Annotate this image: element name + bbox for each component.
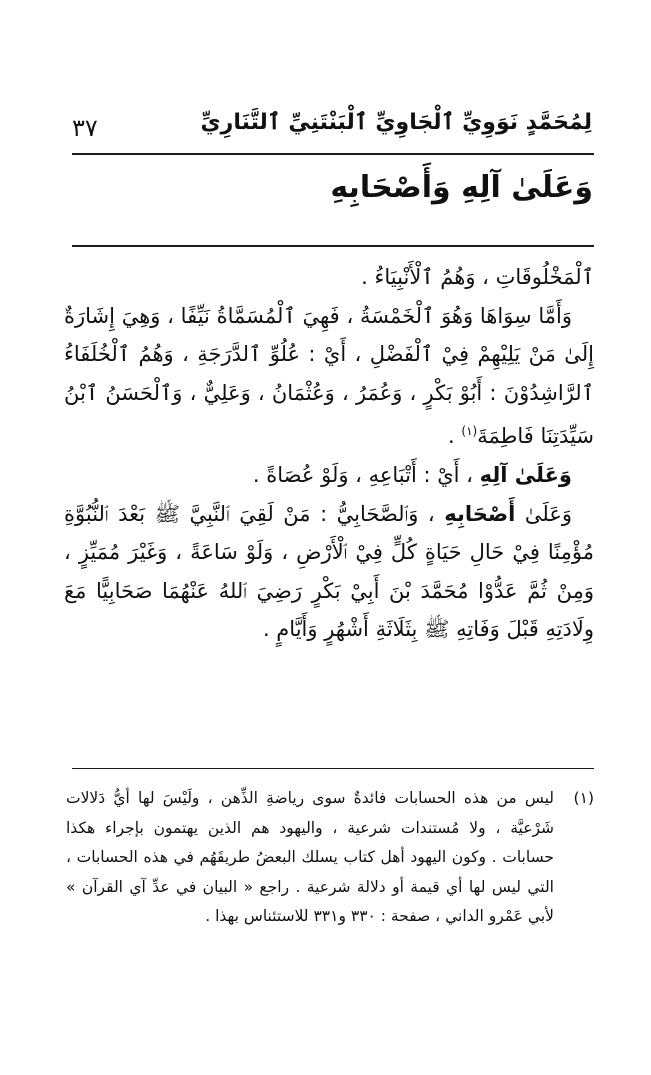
main-text: [64, 258, 594, 649]
section-heading: وَعَلَىٰ آلِهِ وَأَصْحَابِهِ: [330, 170, 593, 205]
footnote-rule: [72, 768, 594, 769]
page-number: ٣٧: [72, 114, 98, 142]
footnote-reference: (١): [461, 424, 478, 439]
paragraph-2: [64, 297, 594, 456]
paragraph-2-end: .: [448, 424, 462, 449]
footnote: [66, 784, 594, 932]
paragraph-4-text: ، وَٱلصَّحَابِيُّ : مَنْ لَقِيَ ٱلنَّبِيَّ ﷺ بَعْدَ ٱلنُّبُوَّةِ مُؤْمِنًا فِيْ حَالِ حَيَاةٍ كُلٍّ فِيْ ٱلْأَرْضِ ، وَلَوْ سَاعَةً ، وَغَيْرَ مُمَيِّزٍ ، وَمِنْ ثُمَّ عَدُّوْا مُحَمَّدَ بْنَ أَبِيْ بَكْرٍ رَضِيَ ٱللهُ عَنْهُمَا صَحَابِيًّا مَعَ وِلَادَتِهِ قَبْلَ وَفَاتِهِ ﷺ بِثَلَاثَةِ أَشْهُرٍ وَأَيَّامٍ .: [64, 501, 594, 642]
paragraph-2-text: وَأَمَّا سِوَاهَا وَهُوَ ٱلْخَمْسَةُ ، فَهِيَ ٱلْمُسَمَّاةُ نَيِّفًا ، وَهِيَ إِشَارَةٌ إِلَىٰ مَنْ يَلِيْهِمْ فِيْ ٱلْفَضْلِ ، أَيْ : عُلُوِّ ٱلدَّرَجَةِ ، وَهُمُ ٱلْخُلَفَاءُ ٱلرَّاشِدُوْنَ : أَبُوْ بَكْرٍ ، وَعُمَرُ ، وَعُثْمَانُ ، وَعَلِيٌّ ، وَٱلْحَسَنُ ٱبْنُ سَيِّدَتِنَا فَاطِمَةَ: [64, 303, 594, 449]
paragraph-1: ٱلْمَخْلُوقَاتِ ، وَهُمُ ٱلْأَنْبِيَاءُ .: [361, 265, 594, 289]
paragraph-4-keyword: أَصْحَابِهِ: [444, 501, 516, 526]
running-title: لِمُحَمَّدٍ نَوَوِيِّ ٱلْجَاوِيِّ ٱلْبَنْتَنِيِّ ٱلتَّنَارِيِّ: [200, 110, 592, 135]
paragraph-4: [64, 495, 594, 649]
heading-rule: [72, 245, 594, 247]
footnote-text: ليس من هذه الحسابات فائدةٌ سوى رياضةِ الذِّهن ، ولَيْسَ لها أيُّ دَلالات شَرْعيَّة ، ولا مُستندات شرعية ، واليهود هم الذين يهتمون بإجراء هكذا حسابات . وكون اليهود أهل كتاب يسلك البعضُ طريقَهُم في هذه الحسابات ، التي ليس لها أي قيمة أو دلالة شرعية . راجع « البيان في عدِّ آي القرآن » لأبي عَمْرو الداني ، صفحة : ٣٣٠ و٣٣١ للاستئناس بهذا .: [66, 789, 554, 926]
paragraph-3: [64, 456, 594, 495]
paragraph-3-text: ، أَيْ : أَتْبَاعِهِ ، وَلَوْ عُصَاةً .: [252, 462, 480, 487]
paragraph-4-start: وَعَلَىٰ: [515, 501, 573, 526]
footnote-marker: (١): [573, 789, 594, 807]
header-rule: [72, 153, 594, 155]
page-header: [72, 108, 592, 148]
paragraph-3-keyword: وَعَلَىٰ آلِهِ: [479, 462, 572, 487]
